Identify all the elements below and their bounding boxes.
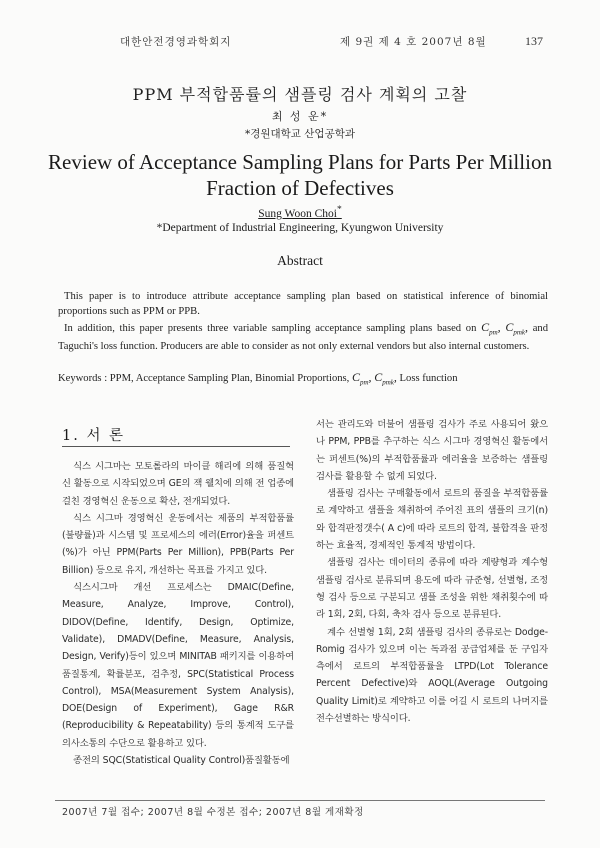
- received-dates: 2007년 7월 접수; 2007년 8월 수정본 접수; 2007년 8월 게재확정: [62, 807, 364, 818]
- left-column: [62, 458, 294, 769]
- left-paragraph: 식스시그마 개선 프로세스는 DMAIC(Define, Measure, Analyze, Improve, Control), DIDOV(Define, Identify, Design, Optimize, Validate), DMADV(Define, Measure, Analysis, Design, Verify)등이 있으며 MINITAB 패키지를 이용하여 품질통계, 확률분포, 검추정, SPC(Statistical Process Control), MSA(Measurement System Analysis), DOE(Design of Experiment), Gage R&R (Reproducibility & Repeatability) 등의 통계적 도구를 의사소통의 수단으로 활용하고 있다.: [62, 582, 294, 749]
- english-title-line-1: Review of Acceptance Sampling Plans for Parts Per Million: [48, 150, 552, 174]
- english-title-line-2: Fraction of Defectives: [206, 176, 394, 200]
- page-number: 137: [525, 34, 543, 48]
- keyword-cpm: $C_{pm}$,: [351, 370, 372, 387]
- cpmk-symbol: $C_{pmk}$,: [505, 320, 529, 337]
- english-author-name: Sung Woon Choi: [258, 207, 337, 220]
- section-rule: [62, 446, 290, 447]
- abstract-paragraph-1: This paper is to introduce attribute acceptance sampling plan based on statistical inference of binomial proportions such as PPM or PPB.: [58, 291, 548, 317]
- issue-info: 제 9권 제 4 호 2007년 8월: [340, 36, 487, 48]
- abstract-p2-rest: and Taguchi's loss function. Producers are able to consider as not only external vendors but also internal customers.: [58, 323, 548, 352]
- right-paragraph: 계수 선별형 1회, 2회 샘플링 검사의 종류로는 Dodge-Romig 검사가 있으며 이는 독과점 공급업체를 둔 구입자 측에서 로트의 부적합품률을 LTPD(Lot Tolerance Percent Defective)와 AOQL(Average Outgoing Quality Limit)로 계약하고 이를 어길 시 로트의 나머지를 전수선별하는 방식이다.: [316, 626, 548, 725]
- section-heading: 1. 서 론: [62, 428, 126, 444]
- left-paragraph: 식스 시그마 경영혁신 운동에서는 제품의 부적합품률(불량률)과 시스템 및 프로세스의 에러(Error)율을 퍼센트(%)가 아닌 PPM(Parts Per Million), PPB(Parts Per Billion) 등으로 유지, 개선하는 목표를 가지고 있다.: [62, 512, 294, 576]
- abstract-heading: Abstract: [277, 253, 323, 268]
- english-affiliation: *Department of Industrial Engineering, Kyungwon University: [156, 222, 444, 234]
- abstract-p2-intro: In addition, this paper presents three variable sampling acceptance sampling plans based on: [64, 323, 477, 334]
- cpm-symbol: $C_{pm}$,: [481, 320, 501, 337]
- journal-name: 대한안전경영과학회지: [120, 36, 232, 48]
- korean-author: 최 성 운*: [271, 110, 329, 123]
- keywords-end: Loss function: [399, 373, 458, 384]
- footer-rule: [55, 800, 545, 801]
- right-column: [316, 416, 548, 727]
- right-paragraph: 샘플링 검사는 구매활동에서 로트의 품질을 부적합품률로 계약하고 샘플을 채취하여 주어진 표의 샘플의 크기(n)와 합격판정갯수( A c)에 따라 로트의 합격, 불합격을 판정하는 효율적, 경제적인 통계적 방법이다.: [316, 488, 548, 552]
- keywords: [58, 370, 458, 386]
- abstract-paragraph-2: [58, 320, 548, 354]
- left-paragraph: 식스 시그마는 모토롤라의 마이클 해리에 의해 품질혁신 활동으로 시작되었으며 GE의 잭 웰치에 의해 전 업종에 걸친 경영혁신 운동으로 확산, 전개되었다.: [62, 461, 294, 507]
- keyword-cpmk: $C_{pmk}$,: [374, 370, 397, 387]
- left-paragraph: 종전의 SQC(Statistical Quality Control)품질활동에: [73, 755, 290, 767]
- right-paragraph: 샘플링 검사는 데이터의 종류에 따라 계량형과 계수형 샘플링 검사로 분류되며 용도에 따라 규준형, 선별형, 조정형 검사 등으로 구분되고 샘플 조성을 위한 채취횟수에 따라 1회, 2회, 다회, 축차 검사 등으로 분류된다.: [316, 557, 548, 621]
- korean-title: PPM 부적합품률의 샘플링 검사 계획의 고찰: [132, 85, 468, 104]
- korean-affiliation: *경원대학교 산업공학과: [244, 128, 356, 140]
- keywords-list: Keywords : PPM, Acceptance Sampling Plan, Binomial Proportions,: [58, 373, 350, 384]
- english-author: [0, 204, 600, 220]
- author-footnote-mark: *: [336, 204, 342, 215]
- right-paragraph: 서는 관리도와 더불어 샘플링 검사가 주로 사용되어 왔으나 PPM, PPB를 추구하는 식스 시그마 경영혁신 활동에서는 퍼센트(%)의 부적합품률과 에러율을 보증하는 샘플링 검사를 활용할 수 없게 되었다.: [316, 419, 548, 482]
